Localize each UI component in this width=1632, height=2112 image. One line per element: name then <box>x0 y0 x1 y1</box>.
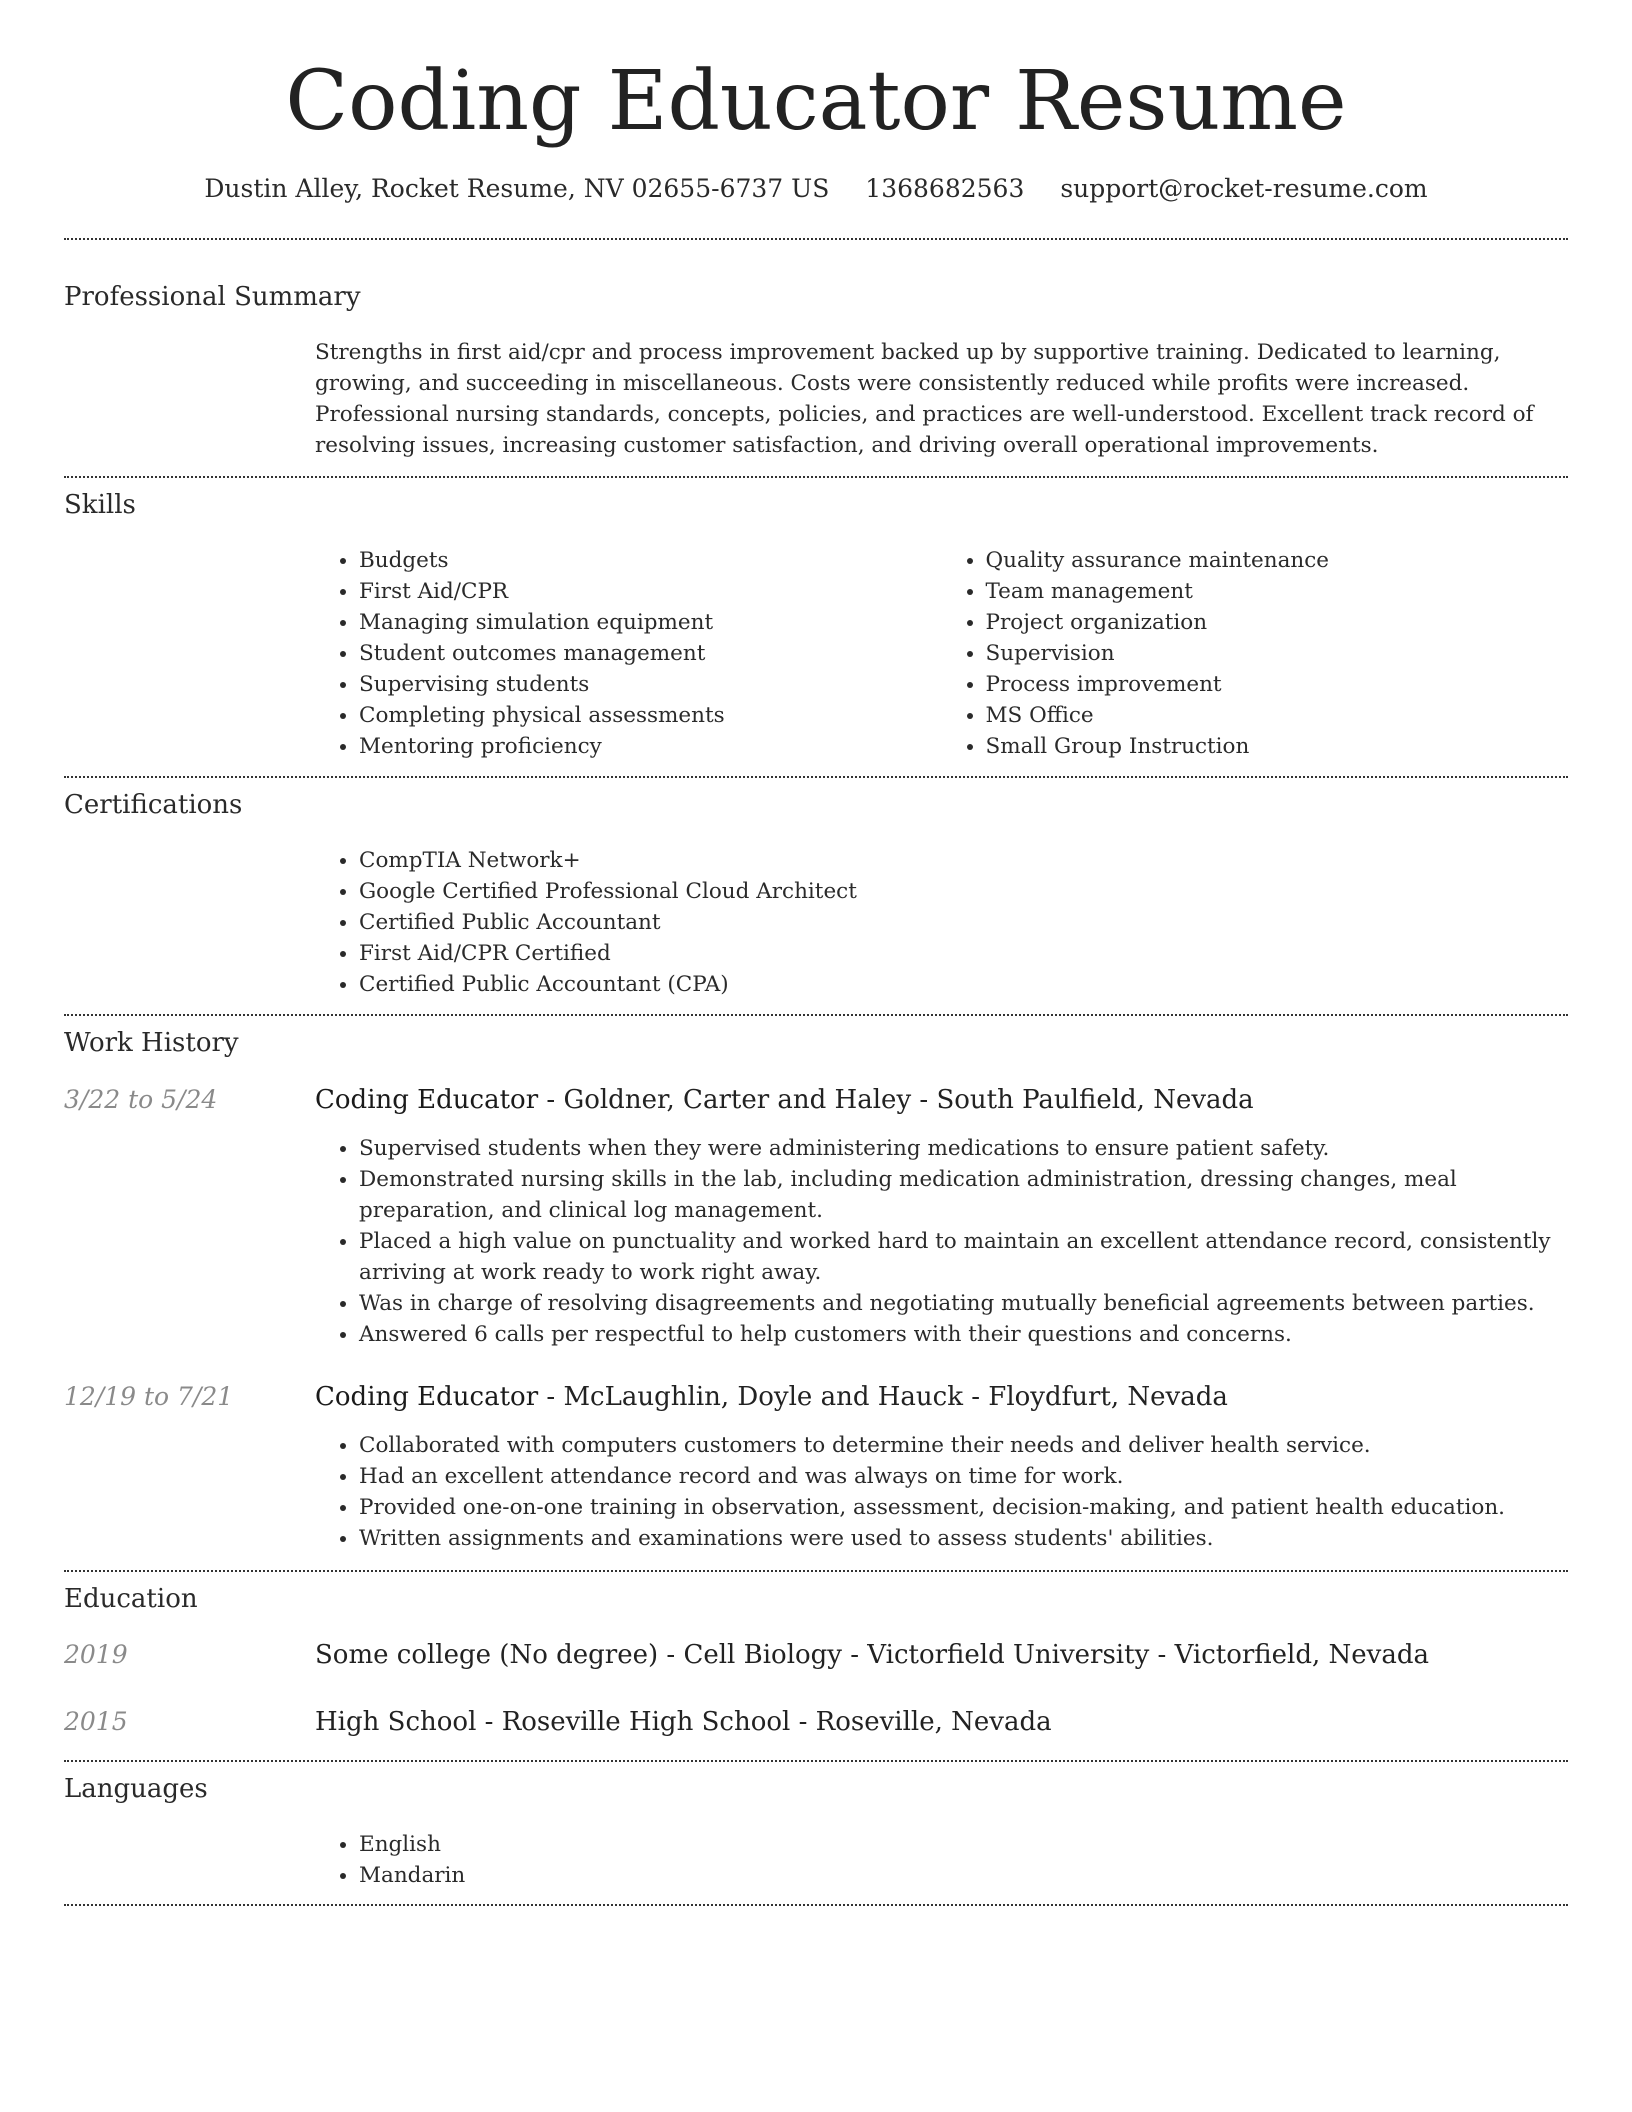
languages-block <box>315 1829 1568 1891</box>
job-bullet-list <box>315 1430 1568 1554</box>
job-dates: 12/19 to 7/21 <box>64 1382 234 1411</box>
list-item: • Team management <box>986 576 1569 607</box>
section-divider <box>64 1904 1568 1906</box>
skills-list-right <box>942 545 1569 762</box>
list-item: • Was in charge of resolving disagreements and negotiating mutually beneficial agreements between parties. <box>359 1288 1568 1319</box>
section-divider <box>64 476 1568 478</box>
list-item: • Supervised students when they were administering medications to ensure patient safety. <box>359 1133 1568 1164</box>
education-entry: High School - Roseville High School - Roseville, Nevada <box>315 1707 1052 1737</box>
contact-line <box>64 171 1568 207</box>
list-item: • Completing physical assessments <box>359 700 942 731</box>
section-title-education: Education <box>64 1584 198 1614</box>
list-item: • First Aid/CPR Certified <box>359 938 1568 969</box>
list-item: • CompTIA Network+ <box>359 845 1568 876</box>
section-title-certifications: Certifications <box>64 790 243 820</box>
summary-text: Strengths in first aid/cpr and process improvement backed up by supportive training. Dedicated to learning, growing, and succeeding in miscellaneous. Costs were consistently reduced while profits were increased. Professional nursing standards, concepts, policies, and practices are well-understood. Excellent track record of resolving issues, increasing customer satisfaction, and driving overall operational improvements. <box>315 340 1534 458</box>
page-title: Coding Educator Resume <box>285 54 1347 149</box>
education-year: 2015 <box>64 1707 128 1736</box>
skills-list-left <box>315 545 942 762</box>
job-title: Coding Educator <box>315 1085 539 1115</box>
list-item: • Small Group Instruction <box>986 731 1569 762</box>
contact-phone: 1368682563 <box>865 174 1025 203</box>
section-title-languages: Languages <box>64 1774 208 1804</box>
list-item: • Project organization <box>986 607 1569 638</box>
section-divider <box>64 1760 1568 1762</box>
job-bullets <box>315 1133 1568 1350</box>
job-bullets <box>315 1430 1568 1554</box>
list-item: • Budgets <box>359 545 942 576</box>
list-item: • Supervision <box>986 638 1569 669</box>
list-item: • Placed a high value on punctuality and worked hard to maintain an excellent attendance record, consistently arriving at work ready to work right away. <box>359 1226 1568 1288</box>
skills-columns <box>315 545 1568 762</box>
list-item: • Mentoring proficiency <box>359 731 942 762</box>
list-item: • First Aid/CPR <box>359 576 942 607</box>
job-employer: - McLaughlin, Doyle and Hauck - Floydfurt, Nevada <box>538 1382 1228 1412</box>
section-divider <box>64 238 1568 240</box>
languages-list <box>315 1829 1568 1891</box>
list-item: • Process improvement <box>986 669 1569 700</box>
job-heading <box>315 1380 1228 1414</box>
list-item: • Google Certified Professional Cloud Architect <box>359 876 1568 907</box>
list-item: • Collaborated with computers customers to determine their needs and deliver health service. <box>359 1430 1568 1461</box>
list-item: • Demonstrated nursing skills in the lab, including medication administration, dressing changes, meal preparation, and clinical log management. <box>359 1164 1568 1226</box>
list-item: • Quality assurance maintenance <box>986 545 1569 576</box>
section-divider <box>64 1014 1568 1016</box>
job-employer: - Goldner, Carter and Haley - South Paulfield, Nevada <box>538 1085 1254 1115</box>
list-item: • English <box>359 1829 1568 1860</box>
section-divider <box>64 776 1568 778</box>
list-item: • Had an excellent attendance record and was always on time for work. <box>359 1461 1568 1492</box>
education-year: 2019 <box>64 1640 128 1669</box>
section-title-summary: Professional Summary <box>64 282 361 312</box>
section-title-skills: Skills <box>64 490 136 520</box>
job-bullet-list <box>315 1133 1568 1350</box>
education-entry: Some college (No degree) - Cell Biology - Victorfield University - Victorfield, Nevada <box>315 1640 1429 1670</box>
job-heading <box>315 1083 1254 1117</box>
job-title: Coding Educator <box>315 1382 539 1412</box>
certifications-block <box>315 845 1568 1000</box>
list-item: • Written assignments and examinations were used to assess students' abilities. <box>359 1523 1568 1554</box>
job-dates: 3/22 to 5/24 <box>64 1085 218 1114</box>
list-item: • MS Office <box>986 700 1569 731</box>
section-title-work-history: Work History <box>64 1028 239 1058</box>
section-divider <box>64 1570 1568 1572</box>
list-item: • Supervising students <box>359 669 942 700</box>
contact-email: support@rocket-resume.com <box>1060 174 1428 203</box>
contact-address: Dustin Alley, Rocket Resume, NV 02655-6737 US <box>204 174 830 203</box>
list-item: • Certified Public Accountant (CPA) <box>359 969 1568 1000</box>
list-item: • Certified Public Accountant <box>359 907 1568 938</box>
list-item: • Answered 6 calls per respectful to help customers with their questions and concerns. <box>359 1319 1568 1350</box>
list-item: • Provided one-on-one training in observation, assessment, decision-making, and patient health education. <box>359 1492 1568 1523</box>
list-item: • Mandarin <box>359 1860 1568 1891</box>
list-item: • Student outcomes management <box>359 638 942 669</box>
list-item: • Managing simulation equipment <box>359 607 942 638</box>
certifications-list <box>315 845 1568 1000</box>
